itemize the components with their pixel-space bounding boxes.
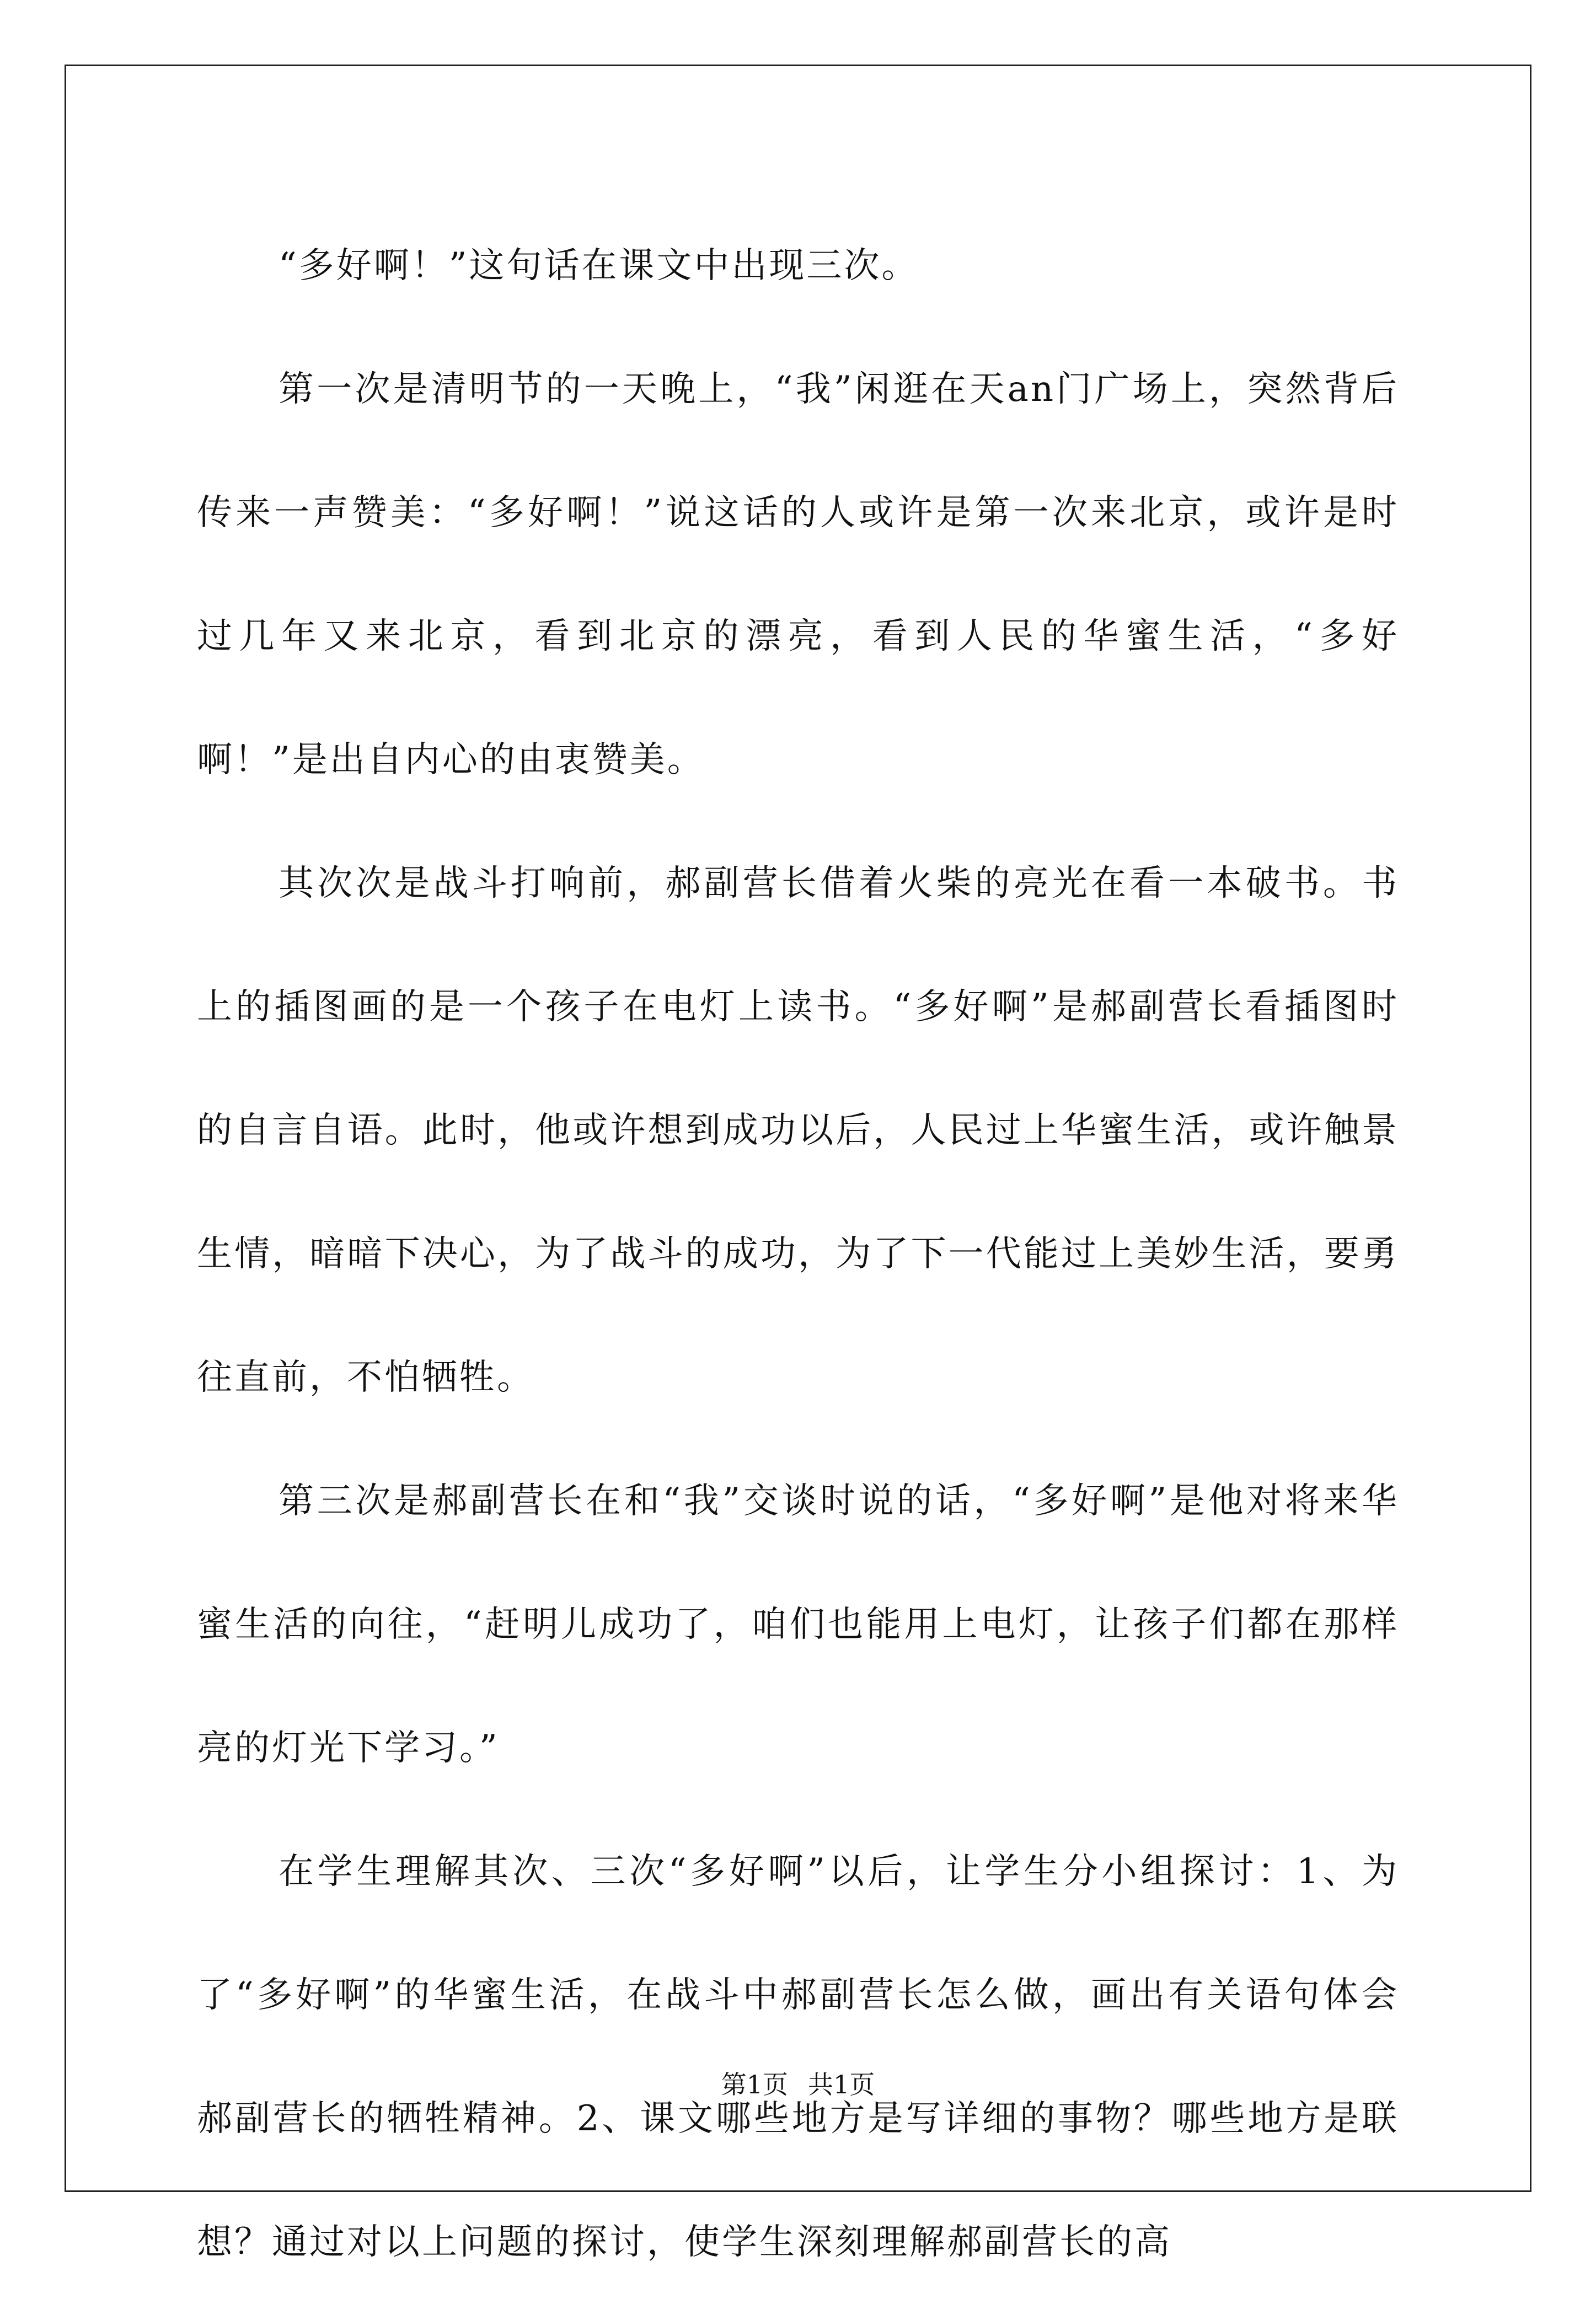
paragraph: 第一次是清明节的一天晚上，“我”闲逛在天an门广场上，突然背后传来一声赞美：“多好啊！”说这话的人或许是第一次来北京，或许是时过几年又来北京，看到北京的漂亮，看到人民的华蜜生活，“多好啊！”是出自内心的由衷赞美。 xyxy=(197,369,1399,780)
paragraph: 在学生理解其次、三次“多好啊”以后，让学生分小组探讨：1、为了“多好啊”的华蜜生活，在战斗中郝副营长怎么做，画出有关语句体会郝副营长的牺牲精神。2、课文哪些地方是写详细的事物？哪些地方是联想？通过对以上问题的探讨，使学生深刻理解郝副营长的高 xyxy=(197,1851,1399,2263)
document-body xyxy=(197,204,1399,2304)
paragraph: “多好啊！”这句话在课文中出现三次。 xyxy=(279,245,919,286)
page-total: 共1页 xyxy=(808,2070,875,2099)
paragraph: 第三次是郝副营长在和“我”交谈时说的话，“多好啊”是他对将来华蜜生活的向往，“赶明儿成功了，咱们也能用上电灯，让孩子们都在那样亮的灯光下学习。” xyxy=(197,1481,1399,1769)
paragraph: 其次次是战斗打响前，郝副营长借着火柴的亮光在看一本破书。书上的插图画的是一个孩子在电灯上读书。“多好啊”是郝副营长看插图时的自言自语。此时，他或许想到成功以后，人民过上华蜜生活，或许触景生情，暗暗下决心，为了战斗的成功，为了下一代能过上美妙生活，要勇往直前，不怕牺牲。 xyxy=(197,863,1399,1398)
page-footer xyxy=(0,2068,1596,2101)
page-number: 第1页 xyxy=(721,2070,788,2099)
